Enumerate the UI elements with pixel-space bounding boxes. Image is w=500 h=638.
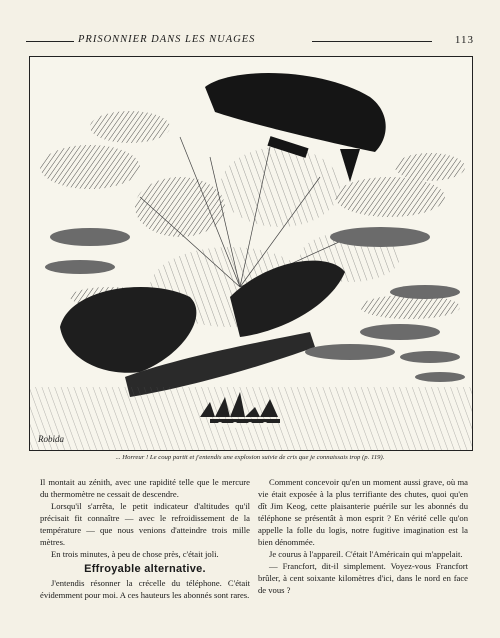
paragraph: Je courus à l'appareil. C'était l'Américain qui m'appelait. bbox=[269, 549, 463, 559]
engraving-illustration bbox=[29, 56, 473, 451]
running-header bbox=[26, 34, 474, 48]
paragraph: Lorsqu'il s'arrêta, le petit indicateur d'altitudes qu'il précisait fit connaître — avec le refroidissement de la température — que nous venions d'atteindre trois mille mètres. bbox=[40, 501, 250, 547]
artist-signature: Robida bbox=[38, 434, 64, 444]
paragraph: — Francfort, dit-il simplement. Voyez-vous Francfort brûler, à cent soixante kilomètres d'ici, dans le nord en face de vous ? bbox=[258, 561, 468, 595]
header-rule-right bbox=[312, 41, 432, 42]
illustration-caption: ... Horreur ! Le coup partit et j'entendis une explosion suivie de cris que je connaissais trop (p. 119). bbox=[115, 454, 385, 461]
city-horizon bbox=[30, 387, 472, 450]
left-column bbox=[40, 476, 250, 601]
section-heading: Effroyable alternative. bbox=[84, 563, 206, 575]
header-rule-left bbox=[26, 41, 74, 42]
paragraph: Il montait au zénith, avec une rapidité telle que le mercure du thermomètre ne cessait de descendre. bbox=[40, 477, 250, 499]
paragraph: Comment concevoir qu'en un moment aussi grave, où ma vie était exposée à la plus terrifiante des chutes, quoi qu'en dît Jim Keog, cette plaisanterie puérile sur les abonnés du téléphone se présentât à mon esprit ? En vérité celle qu'on appelle la folle du logis, notre fugitive imagination est la bien dénommée. bbox=[258, 477, 468, 547]
running-title: PRISONNIER DANS LES NUAGES bbox=[78, 34, 256, 45]
page-number: 113 bbox=[454, 34, 474, 46]
airship-explosion-engraving bbox=[30, 57, 472, 450]
right-column bbox=[258, 476, 468, 596]
paragraph: En trois minutes, à peu de chose près, c'était joli. bbox=[51, 549, 219, 559]
paragraph: J'entendis résonner la crécelle du téléphone. C'était évidemment pour moi. A ces hauteurs les abonnés sont rares. bbox=[40, 578, 250, 600]
